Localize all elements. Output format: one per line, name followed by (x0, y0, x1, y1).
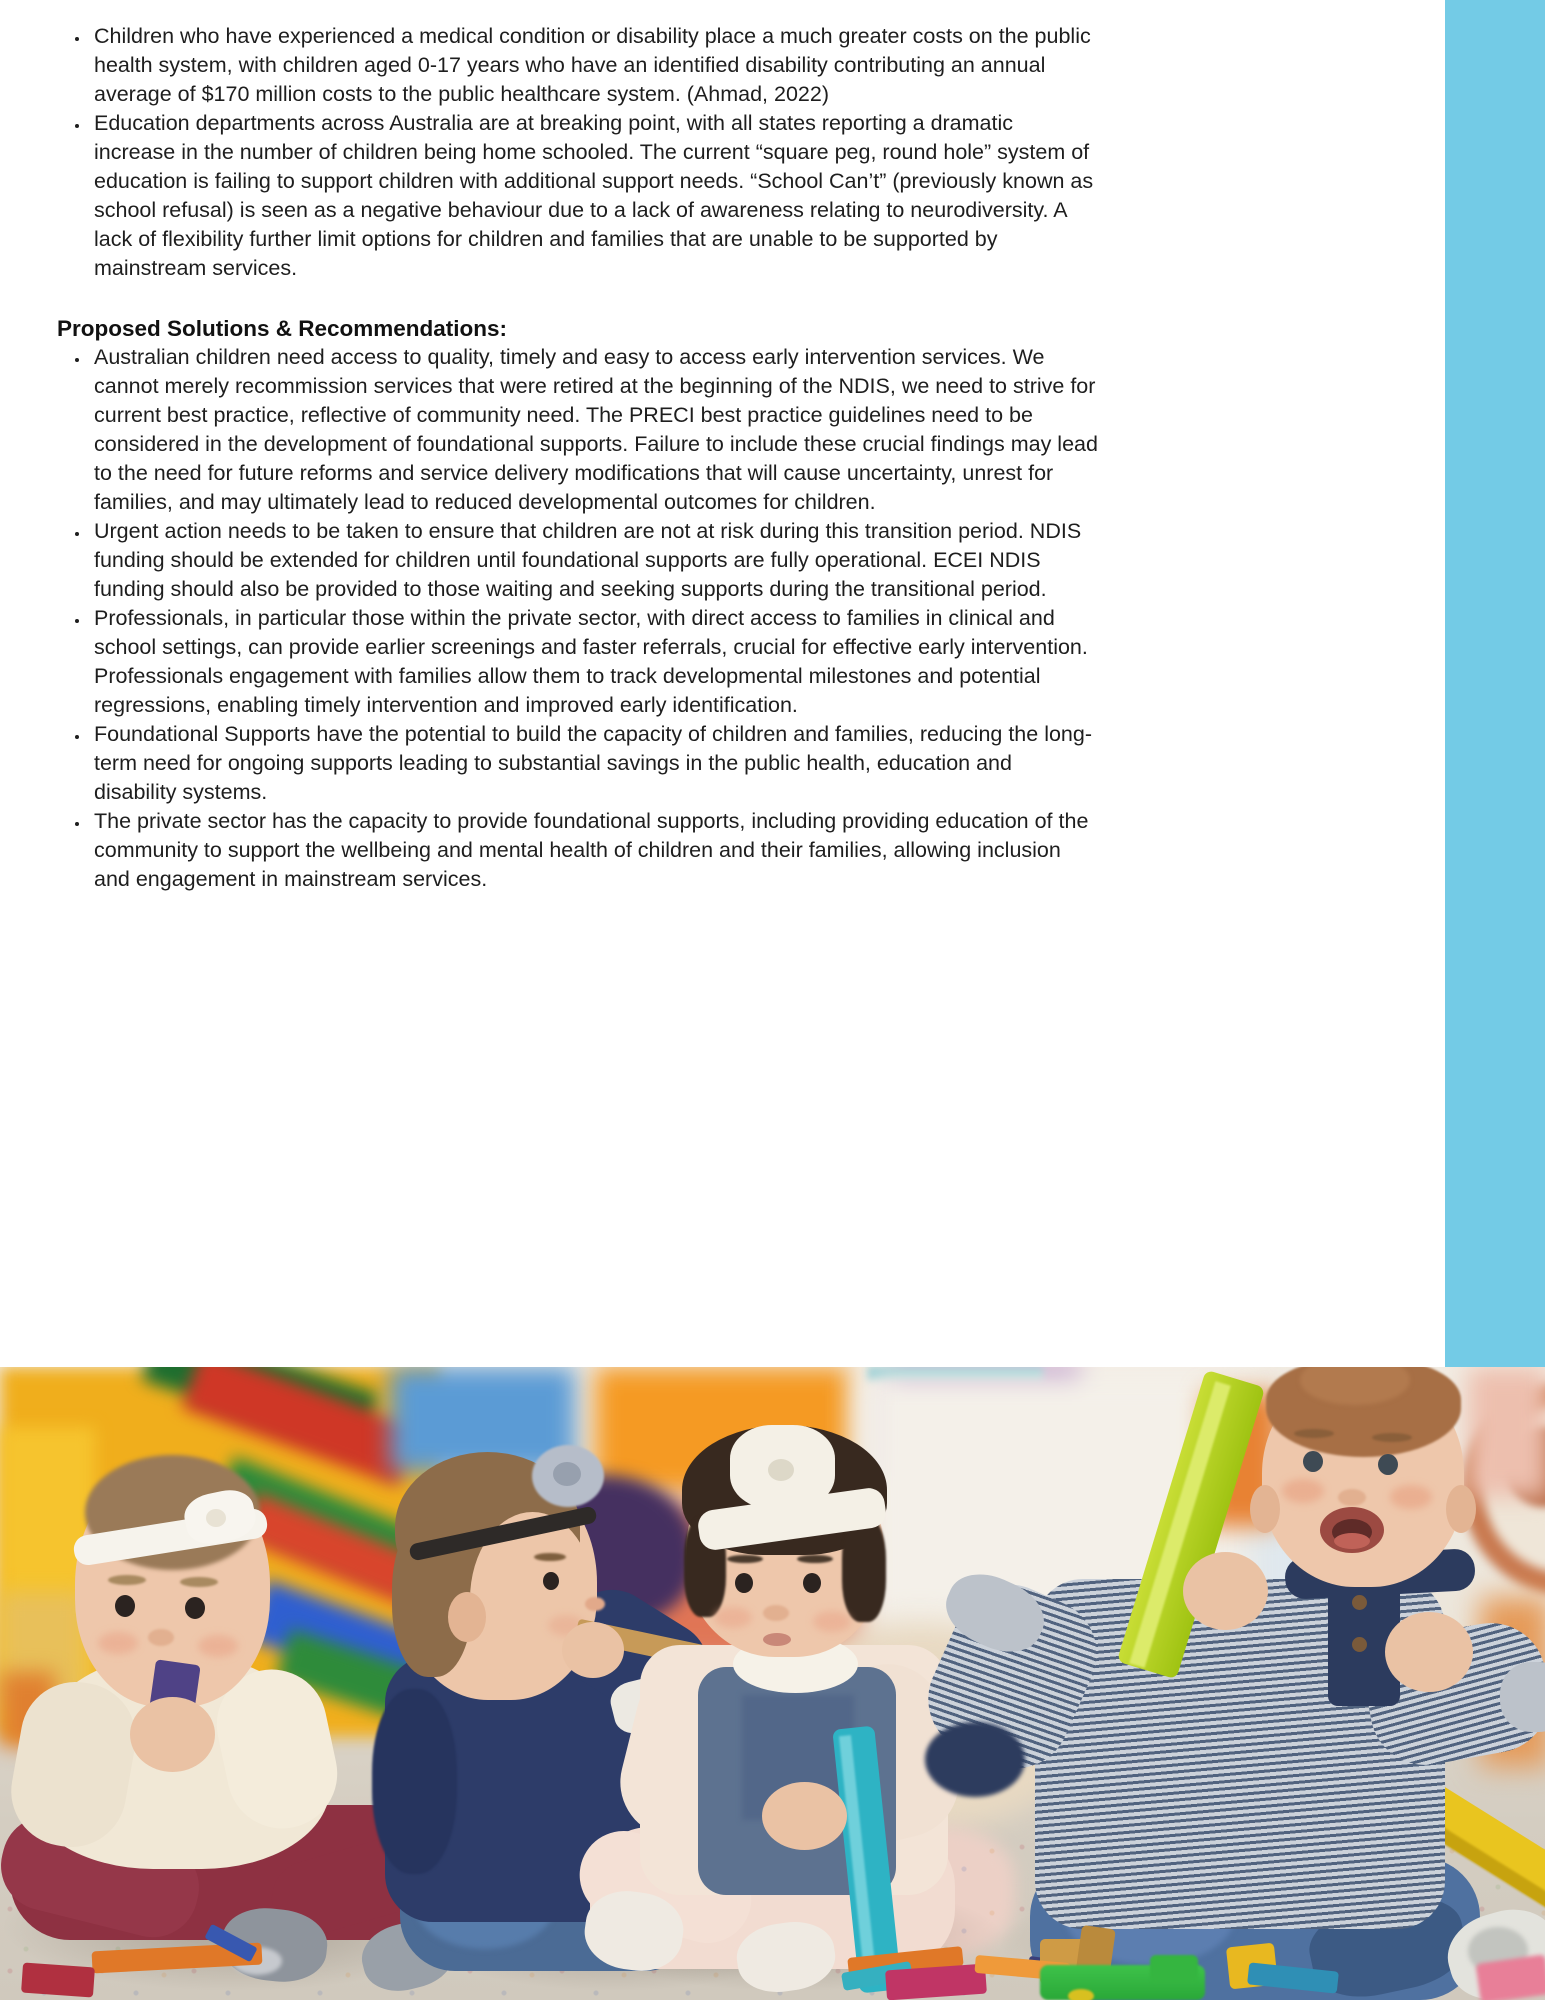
baby2-ruffle (372, 1689, 457, 1874)
baby1-bow-knot (206, 1509, 226, 1527)
baby4-left-hand (1183, 1552, 1268, 1630)
bullet-item: • Australian children need access to quality, timely and easy to access early intervention services. We cannot merely recommission services that were retired at the beginning of the NDIS, we need to strive for current best practice, reflective of community need. The PRECI best practice guidelines need to be considered in the development of foundational supports. Failure to include these crucial findings may lead to the need for future reforms and service delivery modifications that will cause uncertainty, unrest for families, and may ultimately lead to reduced developmental outcomes for children. (90, 343, 1099, 517)
bullet-item: • Education departments across Australia are at breaking point, with all states reporting a dramatic increase in the number of children being home schooled. The current “square peg, round hole” system of education is failing to support children with additional support needs. “School Can’t” (previously known as school refusal) is seen as a negative behaviour due to a lack of awareness relating to neurodiversity. A lack of flexibility further limit options for children and families that are unable to be supported by mainstream services. (90, 109, 1099, 283)
baby1-left-cheek (98, 1632, 138, 1654)
floor-toy-truck-wheel (1068, 1989, 1094, 2000)
floor-toy-truck-cab (1150, 1955, 1198, 1983)
bullet-item: • Professionals, in particular those within the private sector, with direct access to families in clinical and school settings, can provide earlier screenings and faster referrals, crucial for effective early intervention. Professionals engagement with families allow them to track developmental milestones and potential regressions, enabling timely intervention and improved early identification. (90, 604, 1099, 720)
baby3-mouth (763, 1633, 791, 1646)
baby4-left-eyebrow (1294, 1429, 1334, 1438)
baby4-button-bottom (1352, 1637, 1367, 1652)
baby4-right-eye (1378, 1454, 1398, 1475)
section-heading: Proposed Solutions & Recommendations: (57, 316, 508, 341)
baby1-hands (130, 1697, 215, 1772)
baby1-left-eye (115, 1595, 135, 1617)
baby3-right-eyebrow (797, 1555, 833, 1563)
baby4-right-eyebrow (1372, 1433, 1412, 1442)
bullet-item: • The private sector has the capacity to provide foundational supports, including providing education of the community to support the wellbeing and mental health of children and their families, allowing inclusion and engagement in mainstream services. (90, 807, 1099, 894)
baby2-eyebrow (534, 1553, 566, 1561)
babies-photo (0, 1367, 1545, 2000)
baby4-elbow-patch (925, 1722, 1025, 1797)
baby1-right-eye (185, 1597, 205, 1619)
baby4-right-ear (1446, 1485, 1476, 1533)
pink-wall-blob (1468, 1367, 1545, 1497)
baby2-flower-core (553, 1462, 581, 1486)
baby4-tongue (1334, 1533, 1370, 1549)
baby2-eye (543, 1572, 559, 1590)
baby1-nose (148, 1629, 174, 1646)
solutions-bullet-list (57, 343, 1099, 894)
baby4-nose (1338, 1489, 1366, 1506)
baby4-left-cheek (1282, 1479, 1324, 1503)
baby3-hands (762, 1782, 847, 1850)
baby1-right-eyebrow (180, 1577, 218, 1587)
right-accent-stripe (1445, 0, 1545, 1367)
baby4-left-ear (1250, 1485, 1280, 1533)
floor-block-crimson (21, 1963, 95, 1998)
baby4-right-hand (1385, 1612, 1473, 1692)
bullet-item: • Foundational Supports have the potential to build the capacity of children and families, reducing the long-term need for ongoing supports leading to substantial savings in the public health, education and disability systems. (90, 720, 1099, 807)
baby3-nose (763, 1605, 789, 1621)
intro-bullet-list (57, 22, 1099, 283)
baby2-hand (562, 1622, 624, 1678)
baby3-left-cheek (714, 1607, 752, 1628)
bullet-item: • Children who have experienced a medical condition or disability place a much greater costs on the public health system, with children aged 0-17 years who have an identified disability contributing an annual average of $170 million costs to the public healthcare system. (Ahmad, 2022) (90, 22, 1099, 109)
baby3-left-eyebrow (727, 1555, 763, 1563)
baby3-bow-knot (768, 1459, 794, 1481)
baby2-ear (448, 1592, 486, 1642)
baby4-left-eye (1303, 1451, 1323, 1472)
baby4-button-top (1352, 1595, 1367, 1610)
document-body-text (57, 22, 1099, 894)
baby4-right-cheek (1390, 1485, 1432, 1509)
bullet-item: • Urgent action needs to be taken to ensure that children are not at risk during this transition period. NDIS funding should be extended for children until foundational supports are fully operational. ECEI NDIS funding should also be provided to those waiting and seeking supports during the transitional period. (90, 517, 1099, 604)
baby3-hair-right (842, 1517, 886, 1622)
baby3-right-eye (803, 1573, 821, 1593)
floor-block-magenta (885, 1964, 987, 2000)
baby1-right-cheek (198, 1635, 238, 1657)
baby3-left-eye (735, 1573, 753, 1593)
baby3-right-cheek (813, 1611, 851, 1632)
baby1-left-eyebrow (108, 1575, 146, 1585)
baby2-nose (585, 1597, 605, 1611)
